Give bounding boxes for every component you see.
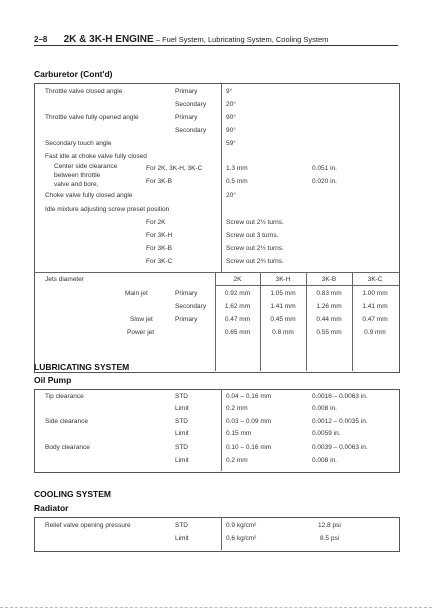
jet-value: 1.26 mm bbox=[316, 303, 342, 310]
std-mm: 0.10 – 0.16 mm bbox=[226, 444, 272, 451]
idle-variant-2: For 3K-H bbox=[146, 232, 173, 239]
jet-col-2k: 2K bbox=[233, 276, 242, 283]
side-clearance-label: Side clearance bbox=[45, 418, 88, 425]
idle-variant-4: For 3K-C bbox=[146, 258, 173, 265]
jet-col-3kb: 3K-B bbox=[321, 276, 337, 283]
jet-value: 0.47 mm bbox=[362, 316, 388, 323]
std-in: 0.0012 – 0.0035 in. bbox=[312, 418, 368, 425]
jets-label: Jets diameter bbox=[45, 276, 85, 283]
jet-value: 0.55 mm bbox=[316, 329, 342, 336]
jet-type: Primary bbox=[175, 290, 198, 297]
jet-value: 0.8 mm bbox=[272, 329, 294, 336]
throttle-open-primary-val: 90° bbox=[226, 114, 236, 121]
idle-val-2: Screw out 3 turns. bbox=[226, 232, 279, 239]
std-mm: 0.04 – 0.16 mm bbox=[226, 393, 272, 400]
value-divider bbox=[221, 83, 222, 272]
header-rule bbox=[34, 45, 398, 46]
jet-col-3kc: 3K-C bbox=[367, 276, 383, 283]
limit-in: 0.0059 in. bbox=[312, 430, 341, 437]
jet-type: Secondary bbox=[175, 303, 207, 310]
fast-idle-in-1: 0.051 in. bbox=[312, 165, 337, 172]
limit-label: Limit bbox=[175, 405, 189, 412]
jet-type: Primary bbox=[175, 316, 198, 323]
limit-pressure: 0.6 kg/cm² bbox=[226, 535, 257, 542]
idle-val-1: Screw out 2½ turns. bbox=[226, 219, 284, 226]
oil-pump-table bbox=[34, 389, 400, 473]
choke-label: Choke valve fully closed angle bbox=[45, 192, 133, 199]
jet-name: Power jet bbox=[127, 329, 155, 336]
jet-value: 0.45 mm bbox=[270, 316, 296, 323]
jet-value: 0.9 mm bbox=[364, 329, 386, 336]
limit-mm: 0.15 mm bbox=[226, 430, 252, 437]
limit-in: 0.008 in. bbox=[312, 405, 337, 412]
fast-idle-in-2: 0.020 in. bbox=[312, 178, 337, 185]
carburetor-heading: Carburetor (Cont'd) bbox=[34, 69, 113, 79]
limit-label: Limit bbox=[175, 535, 189, 542]
std-in: 0.0039 – 0.0063 in. bbox=[312, 444, 368, 451]
throttle-closed-secondary-val: 20° bbox=[226, 101, 236, 108]
clearance-label-2: between throttle bbox=[54, 172, 101, 179]
fast-idle-mm-1: 1.3 mm bbox=[226, 165, 248, 172]
throttle-open-primary: Primary bbox=[175, 114, 198, 121]
jet-value: 1.05 mm bbox=[270, 290, 296, 297]
std-label: STD bbox=[175, 522, 188, 529]
fast-idle-variant-1: For 2K, 3K-H, 3K-C bbox=[146, 165, 203, 172]
body-clearance-label: Body clearance bbox=[45, 444, 90, 451]
fast-idle-label: Fast idle at choke valve fully closed bbox=[45, 153, 147, 160]
std-psi: 12.8 psi bbox=[318, 522, 341, 529]
std-label: STD bbox=[175, 444, 188, 451]
jet-value: 1.00 mm bbox=[362, 290, 388, 297]
jet-col-3kh: 3K-H bbox=[275, 276, 291, 283]
radiator-heading: Radiator bbox=[34, 503, 69, 513]
jet-value: 0.83 mm bbox=[316, 290, 342, 297]
throttle-open-secondary: Secondary bbox=[175, 127, 207, 134]
limit-mm: 0.2 mm bbox=[226, 405, 248, 412]
limit-in: 0.008 in. bbox=[312, 457, 337, 464]
limit-psi: 8.5 psi bbox=[320, 535, 340, 542]
idle-screw-label: Idle mixture adjusting screw preset position bbox=[45, 206, 170, 213]
secondary-touch-val: 59° bbox=[226, 140, 236, 147]
page-subtitle: – Fuel System, Lubricating System, Cooling System bbox=[155, 35, 329, 44]
secondary-touch-label: Secondary touch angle bbox=[45, 140, 112, 147]
jet-value: 1.41 mm bbox=[270, 303, 296, 310]
idle-variant-1: For 2K bbox=[146, 219, 166, 226]
clearance-label-3: valve and bore, bbox=[54, 181, 99, 188]
throttle-closed-primary: Primary bbox=[175, 88, 198, 95]
idle-val-4: Screw out 2¾ turns. bbox=[226, 258, 284, 265]
throttle-open-label: Throttle valve fully opened angle bbox=[45, 114, 139, 121]
relief-valve-label: Relief valve opening pressure bbox=[45, 522, 131, 529]
jet-value: 0.65 mm bbox=[224, 329, 251, 336]
jets-top-rule bbox=[34, 272, 399, 273]
page-header bbox=[34, 34, 328, 45]
page-bottom-edge bbox=[0, 607, 432, 608]
std-label: STD bbox=[175, 418, 188, 425]
jet-value: 1.41 mm bbox=[362, 303, 388, 310]
limit-label: Limit bbox=[175, 430, 189, 437]
jet-value: 0.92 mm bbox=[224, 290, 251, 297]
jets-header-rule bbox=[215, 285, 399, 286]
fast-idle-mm-2: 0.5 mm bbox=[226, 178, 248, 185]
jet-value: 1.62 mm bbox=[224, 303, 251, 310]
oil-pump-divider bbox=[221, 389, 222, 471]
idle-val-3: Screw out 2½ turns. bbox=[226, 245, 284, 252]
throttle-closed-primary-val: 9° bbox=[226, 88, 233, 95]
limit-label: Limit bbox=[175, 457, 189, 464]
std-pressure: 0.9 kg/cm² bbox=[226, 522, 257, 529]
jet-value: 0.44 mm bbox=[316, 316, 342, 323]
tip-clearance-label: Tip clearance bbox=[45, 393, 84, 400]
oil-pump-heading: Oil Pump bbox=[34, 375, 72, 385]
idle-variant-3: For 3K-B bbox=[146, 245, 173, 252]
radiator-divider bbox=[221, 517, 222, 550]
std-in: 0.0016 – 0.0063 in. bbox=[312, 393, 368, 400]
fast-idle-variant-2: For 3K-B bbox=[146, 178, 173, 185]
clearance-label-1: Center side clearance bbox=[54, 163, 118, 170]
limit-mm: 0.2 mm bbox=[226, 457, 248, 464]
lubricating-heading: LUBRICATING SYSTEM bbox=[34, 362, 130, 372]
std-label: STD bbox=[175, 393, 188, 400]
std-mm: 0.03 – 0.09 mm bbox=[226, 418, 272, 425]
jet-name: Slow jet bbox=[130, 316, 153, 323]
jet-value: 0.47 mm bbox=[224, 316, 251, 323]
choke-val: 20° bbox=[226, 192, 236, 199]
cooling-heading: COOLING SYSTEM bbox=[34, 489, 111, 499]
throttle-closed-secondary: Secondary bbox=[175, 101, 207, 108]
throttle-closed-label: Throttle valve closed angle bbox=[45, 88, 123, 95]
jet-name: Main jet bbox=[125, 290, 148, 297]
throttle-open-secondary-val: 90° bbox=[226, 127, 236, 134]
page-title: 2K & 3K-H ENGINE bbox=[63, 34, 154, 45]
page-number: 2–8 bbox=[34, 35, 48, 44]
